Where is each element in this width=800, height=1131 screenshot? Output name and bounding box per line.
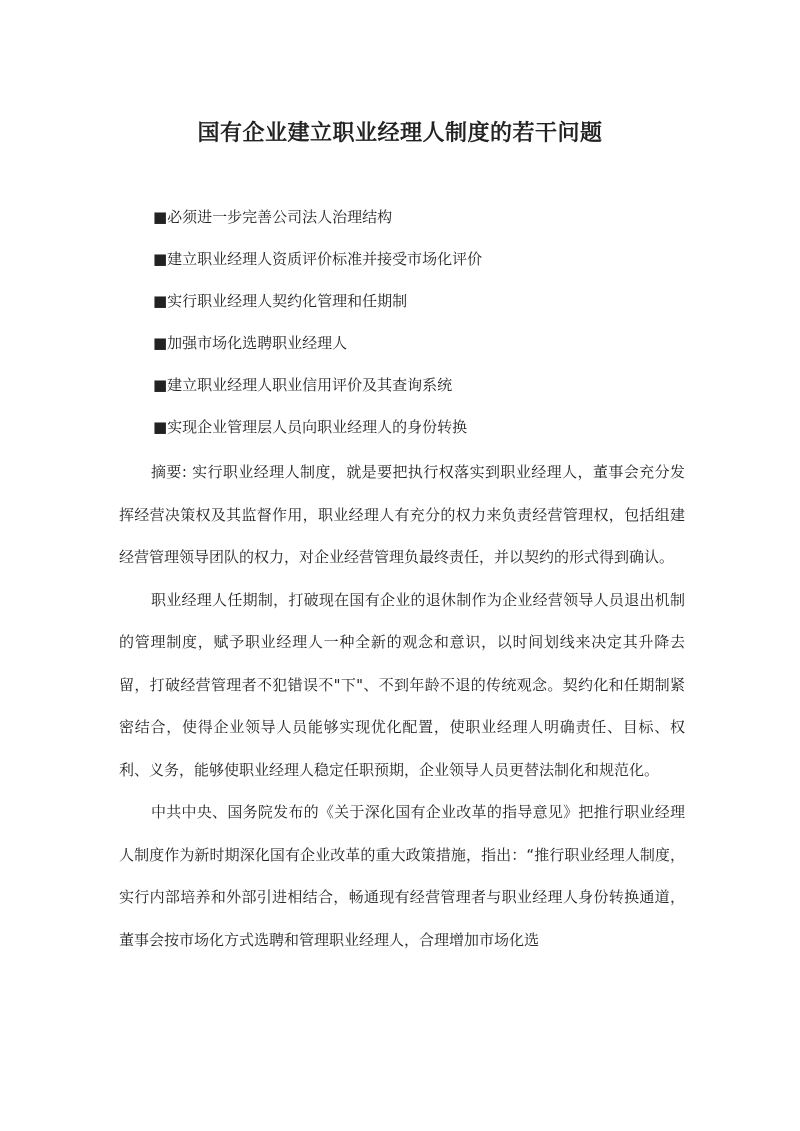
bullet-item: ■加强市场化选聘职业经理人 bbox=[153, 334, 348, 352]
bullet-list bbox=[153, 204, 482, 456]
bullet-item: ■建立职业经理人资质评价标准并接受市场化评价 bbox=[153, 250, 483, 268]
body-paragraph: 职业经理人任期制，打破现在国有企业的退休制作为企业经营领导人员退出机制的管理制度，赋予职业经理人一种全新的观念和意识，以时间划线来决定其升降去留，打破经营管理者不犯错误不"下"、不到年龄不退的传统观念。契约化和任期制紧密结合，使得企业领导人员能够实现优化配置，使职业经理人明确责任、目标、权利、义务，能够使职业经理人稳定任职预期，企业领导人员更替法制化和规范化。 bbox=[119, 590, 685, 779]
bullet-item: ■建立职业经理人职业信用评价及其查询系统 bbox=[153, 376, 453, 394]
bullet-item: ■必须进一步完善公司法人治理结构 bbox=[153, 208, 393, 226]
bullet-item: ■实行职业经理人契约化管理和任期制 bbox=[153, 292, 408, 310]
bullet-item: ■实现企业管理层人员向职业经理人的身份转换 bbox=[153, 418, 468, 436]
abstract-paragraph: 摘要: 实行职业经理人制度，就是要把执行权落实到职业经理人，董事会充分发挥经营决策权及其监督作用，职业经理人有充分的权力来负责经营管理权，包括组建经营管理领导团队的权力，对企业经营管理负最终责任，并以契约的形式得到确认。 bbox=[119, 463, 685, 566]
body-text bbox=[119, 451, 685, 961]
body-paragraph: 中共中央、国务院发布的《关于深化国有企业改革的指导意见》把推行职业经理人制度作为新时期深化国有企业改革的重大政策措施，指出：“推行职业经理人制度，实行内部培养和外部引进相结合，畅通现有经营管理者与职业经理人身份转换通道，董事会按市场化方式选聘和管理职业经理人，合理增加市场化选 bbox=[119, 803, 685, 949]
page-title: 国有企业建立职业经理人制度的若干问题 bbox=[197, 121, 603, 146]
